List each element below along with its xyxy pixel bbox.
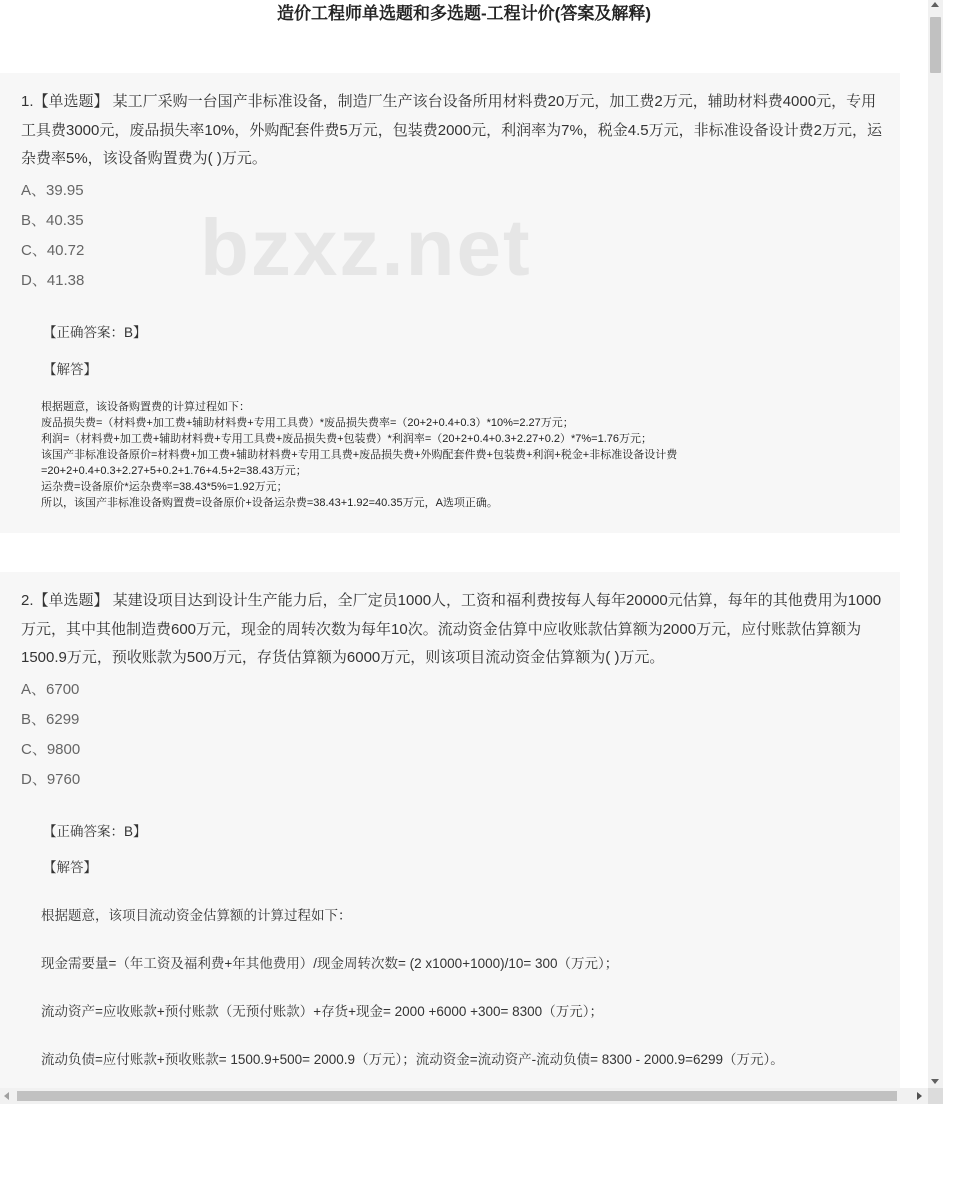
question-text: 2.【单选题】 某建设项目达到设计生产能力后，全厂定员1000人，工资和福利费按每人每年20000元估算，每年的其他费用为1000万元，其中其他制造费600万元，现金的周转次数为每年10次。流动资金估算中应收账款估算额为2000万元，应付账款估算额为1500.9万元，预收账款为500万元，存货估算额为6000万元，则该项目流动资金估算额为( )万元。	[21, 592, 882, 666]
option-a[interactable]: A、6700	[21, 681, 80, 698]
explanation-line: 所以，该国产非标准设备购置费=设备原价+设备运杂费=38.43+1.92=40.35万元，A选项正确。	[41, 497, 498, 509]
explanation-line: 运杂费=设备原价*运杂费率=38.43*5%=1.92万元；	[41, 481, 288, 493]
explanation-line: 根据题意，该项目流动资金估算额的计算过程如下：	[41, 908, 352, 923]
explanation-line: 现金需要量=（年工资及福利费+年其他费用）/现金周转次数= (2 x1000+1000)/10= 300（万元）；	[41, 956, 619, 971]
scroll-down-icon[interactable]	[931, 1079, 939, 1084]
explanation-line: 流动负债=应付账款+预收账款= 1500.9+500= 2000.9（万元）；流动资金=流动资产-流动负债= 8300 - 2000.9=6299（万元）。	[41, 1052, 784, 1067]
explanation-line: 废品损失费=（材料费+加工费+辅助材料费+专用工具费）*废品损失费率=（20+2+0.4+0.3）*10%=2.27万元；	[41, 417, 574, 429]
question-card	[0, 572, 900, 1088]
explanation-line: 利润=（材料费+加工费+辅助材料费+专用工具费+废品损失费+包装费）*利润率=（20+2+0.4+0.3+2.27+0.2）*7%=1.76万元；	[41, 433, 653, 445]
horizontal-scrollbar[interactable]	[0, 1088, 928, 1104]
option-d[interactable]: D、41.38	[21, 272, 85, 289]
option-b[interactable]: B、40.35	[21, 212, 84, 229]
scroll-right-icon[interactable]	[917, 1092, 922, 1100]
explanation-line: 流动资产=应收账款+预付账款（无预付账款）+存货+现金= 2000 +6000 +300= 8300（万元）；	[41, 1004, 603, 1019]
vertical-scroll-thumb[interactable]	[930, 17, 941, 73]
correct-answer: 【正确答案：B】	[43, 824, 147, 839]
explanation-line: 根据题意，该设备购置费的计算过程如下：	[41, 401, 250, 413]
scrollbar-corner	[928, 1088, 943, 1104]
page-title: 造价工程师单选题和多选题-工程计价(答案及解释)	[277, 4, 651, 23]
scroll-up-icon[interactable]	[931, 2, 939, 7]
explanation-label: 【解答】	[43, 362, 97, 377]
explanation-line: 该国产非标准设备原价=材料费+加工费+辅助材料费+专用工具费+废品损失费+外购配套件费+包装费+利润+税金+非标准设备设计费	[41, 449, 678, 461]
question-card	[0, 73, 900, 533]
question-text: 1.【单选题】 某工厂采购一台国产非标准设备，制造厂生产该台设备所用材料费20万元，加工费2万元，辅助材料费4000元，专用工具费3000元，废品损失率10%，外购配套件费5万元，包装费2000元，利润率为7%，税金4.5万元，非标准设备设计费2万元，运杂费率5%，该设备购置费为( )万元。	[21, 93, 882, 167]
correct-answer: 【正确答案：B】	[43, 325, 147, 340]
vertical-scrollbar[interactable]	[928, 0, 943, 1088]
explanation-line: =20+2+0.4+0.3+2.27+5+0.2+1.76+4.5+2=38.43万元；	[41, 465, 307, 477]
explanation-label: 【解答】	[43, 860, 97, 875]
option-c[interactable]: C、9800	[21, 741, 81, 758]
option-d[interactable]: D、9760	[21, 771, 81, 788]
horizontal-scroll-thumb[interactable]	[17, 1091, 897, 1101]
watermark: bzxz.net	[200, 203, 532, 292]
option-b[interactable]: B、6299	[21, 711, 80, 728]
scroll-left-icon[interactable]	[4, 1092, 9, 1100]
option-a[interactable]: A、39.95	[21, 182, 84, 199]
option-c[interactable]: C、40.72	[21, 242, 85, 259]
